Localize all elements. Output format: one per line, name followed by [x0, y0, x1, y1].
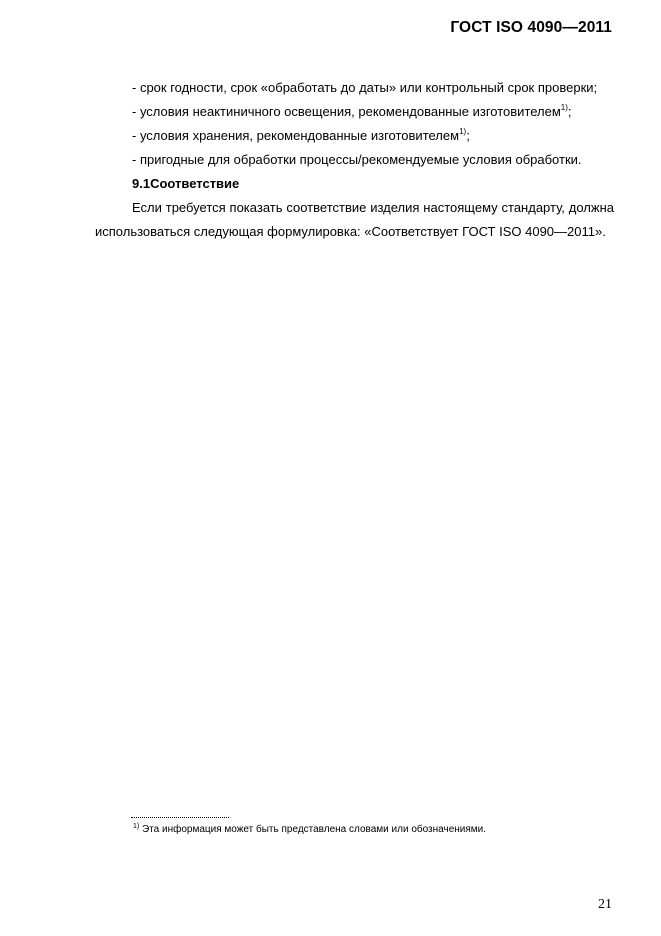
footnote-reference: 1)	[560, 103, 568, 112]
page-content	[95, 76, 614, 244]
footnote-text: Эта информация может быть представлена словами или обозначениями.	[139, 824, 487, 835]
footnote-reference: 1)	[459, 127, 467, 136]
footnote	[133, 823, 486, 837]
document-header: ГОСТ ISO 4090—2011	[450, 19, 612, 36]
footnote-separator	[131, 817, 229, 818]
footnote-marker: 1)	[133, 823, 140, 830]
list-item-shelf-life: - срок годности, срок «обработать до даты» или контрольный срок проверки;	[132, 80, 598, 95]
page-number: 21	[598, 897, 612, 912]
section-heading: 9.1Соответствие	[132, 176, 240, 191]
list-item-safelight-conditions: - условия неактиничного освещения, рекомендованные изготовителем$^{1)}$;	[132, 103, 572, 119]
body-paragraph: Если требуется показать соответствие изделия настоящему стандарту, должна использоваться следующая формулировка: «Соответствует ГОСТ ISO 4090—2011».	[95, 200, 614, 239]
list-item-storage-conditions: - условия хранения, рекомендованные изготовителем$^{1)}$;	[132, 127, 470, 143]
list-item-processing: - пригодные для обработки процессы/рекомендуемые условия обработки.	[132, 152, 582, 167]
